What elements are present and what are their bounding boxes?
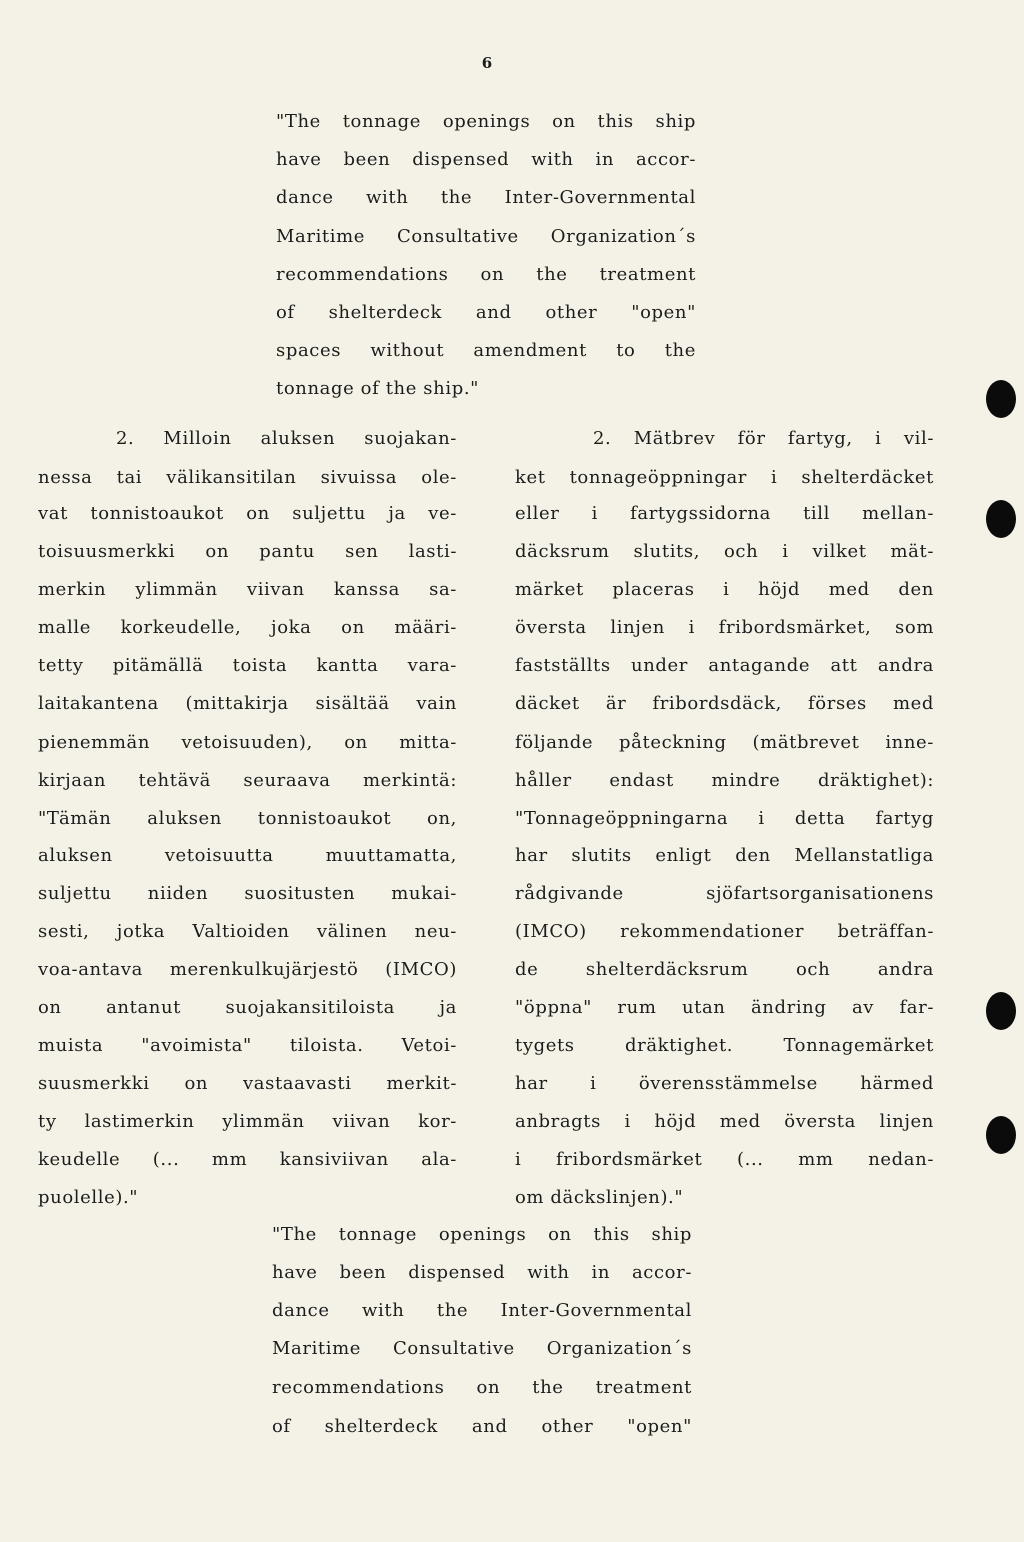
swedish-line: håller endast mindre dräktighet): <box>515 770 934 791</box>
finnish-line: keudelle (... mm kansiviivan ala- <box>38 1149 457 1170</box>
finnish-line: ty lastimerkin ylimmän viivan kor- <box>38 1111 457 1132</box>
finnish-line: tetty pitämällä toista kantta vara- <box>38 655 457 676</box>
bottom-quote-line: Maritime Consultative Organization´s <box>272 1338 692 1359</box>
swedish-line: rådgivande sjöfartsorganisationens <box>515 883 934 904</box>
swedish-line: däcksrum slutits, och i vilket mät- <box>515 541 934 562</box>
swedish-line: märket placeras i höjd med den <box>515 579 934 600</box>
finnish-line: kirjaan tehtävä seuraava merkintä: <box>38 770 457 791</box>
top-quote-line: of shelterdeck and other "open" <box>276 302 696 323</box>
bottom-quote-line: dance with the Inter-Governmental <box>272 1300 692 1321</box>
finnish-line: pienemmän vetoisuuden), on mitta- <box>38 732 457 753</box>
swedish-line: fastställts under antagande att andra <box>515 655 934 676</box>
finnish-line: laitakantena (mittakirja sisältää vain <box>38 693 457 714</box>
swedish-line: i fribordsmärket (... mm nedan- <box>515 1149 934 1170</box>
top-quote-line: tonnage of the ship." <box>276 378 480 399</box>
swedish-line: följande påteckning (mätbrevet inne- <box>515 732 934 753</box>
swedish-line: däcket är fribordsdäck, förses med <box>515 693 934 714</box>
finnish-line: merkin ylimmän viivan kanssa sa- <box>38 579 457 600</box>
swedish-line: 2. Mätbrev för fartyg, i vil- <box>593 428 934 449</box>
finnish-line: suusmerkki on vastaavasti merkit- <box>38 1073 457 1094</box>
bottom-quote-line: have been dispensed with in accor- <box>272 1262 692 1283</box>
top-quote-line: Maritime Consultative Organization´s <box>276 226 696 247</box>
top-quote-line: have been dispensed with in accor- <box>276 149 696 170</box>
swedish-line: anbragts i höjd med översta linjen <box>515 1111 934 1132</box>
page-number: 6 <box>481 54 493 72</box>
finnish-line: vat tonnistoaukot on suljettu ja ve- <box>38 503 457 524</box>
swedish-line: har i överensstämmelse härmed <box>515 1073 934 1094</box>
swedish-line: de shelterdäcksrum och andra <box>515 959 934 980</box>
finnish-line: suljettu niiden suositusten mukai- <box>38 883 457 904</box>
swedish-line: har slutits enligt den Mellanstatliga <box>515 845 934 866</box>
finnish-line: puolelle)." <box>38 1187 139 1208</box>
bottom-quote-line: recommendations on the treatment <box>272 1377 692 1398</box>
finnish-line: sesti, jotka Valtioiden välinen neu- <box>38 921 457 942</box>
finnish-line: nessa tai välikansitilan sivuissa ole- <box>38 467 457 488</box>
finnish-line: on antanut suojakansitiloista ja <box>38 997 457 1018</box>
swedish-line: om däckslinjen)." <box>515 1187 684 1208</box>
top-quote-line: recommendations on the treatment <box>276 264 696 285</box>
bottom-quote-line: "The tonnage openings on this ship <box>272 1224 692 1245</box>
top-quote-line: dance with the Inter-Governmental <box>276 187 696 208</box>
swedish-line: (IMCO) rekommendationer beträffan- <box>515 921 934 942</box>
swedish-line: "öppna" rum utan ändring av far- <box>515 997 934 1018</box>
swedish-line: ket tonnageöppningar i shelterdäcket <box>515 467 934 488</box>
punch-hole <box>986 1116 1016 1154</box>
finnish-line: toisuusmerkki on pantu sen lasti- <box>38 541 457 562</box>
swedish-line: tygets dräktighet. Tonnagemärket <box>515 1035 934 1056</box>
finnish-line: muista "avoimista" tiloista. Vetoi- <box>38 1035 457 1056</box>
swedish-line: översta linjen i fribordsmärket, som <box>515 617 934 638</box>
bottom-quote-line: of shelterdeck and other "open" <box>272 1416 692 1437</box>
finnish-line: 2. Milloin aluksen suojakan- <box>116 428 457 449</box>
punch-hole <box>986 992 1016 1030</box>
top-quote-line: "The tonnage openings on this ship <box>276 111 696 132</box>
finnish-line: voa-antava merenkulkujärjestö (IMCO) <box>38 959 457 980</box>
swedish-line: "Tonnageöppningarna i detta fartyg <box>515 808 934 829</box>
finnish-line: malle korkeudelle, joka on määri- <box>38 617 457 638</box>
punch-hole <box>986 380 1016 418</box>
top-quote-line: spaces without amendment to the <box>276 340 696 361</box>
finnish-line: "Tämän aluksen tonnistoaukot on, <box>38 808 457 829</box>
swedish-line: eller i fartygssidorna till mellan- <box>515 503 934 524</box>
punch-hole <box>986 500 1016 538</box>
finnish-line: aluksen vetoisuutta muuttamatta, <box>38 845 457 866</box>
